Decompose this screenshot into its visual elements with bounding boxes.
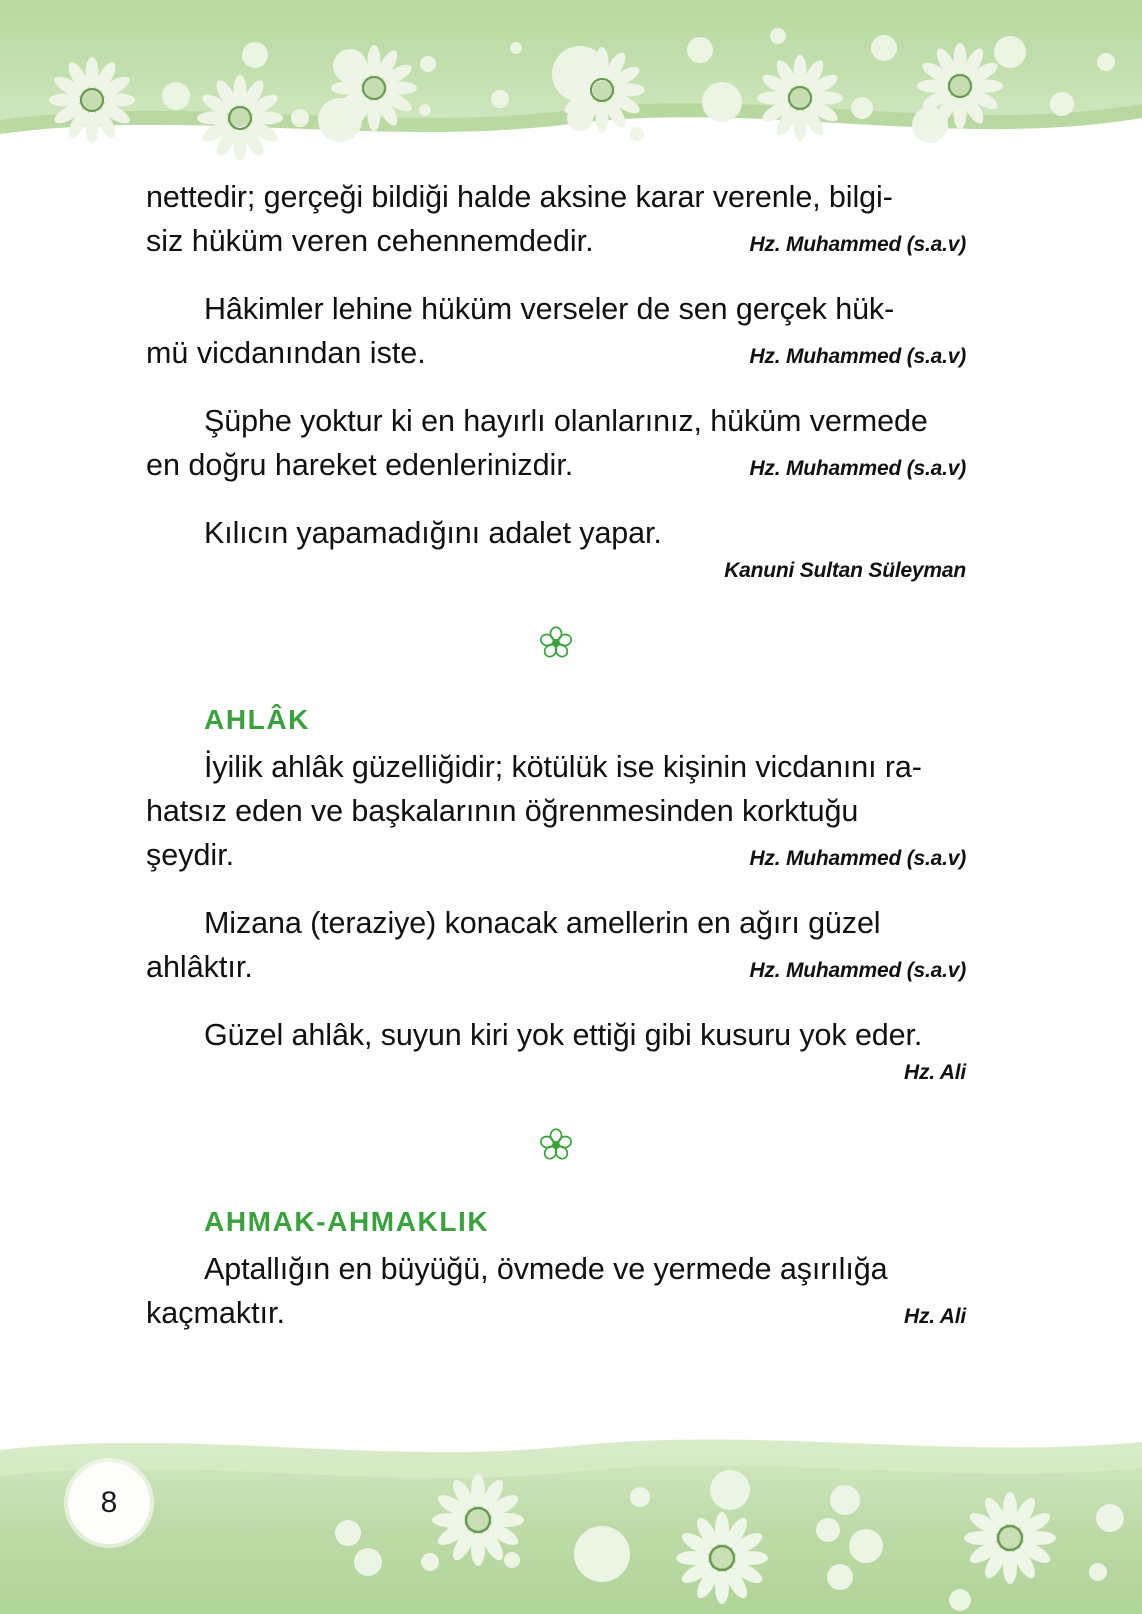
quote-block	[146, 288, 966, 374]
quote-attribution: Kanuni Sultan Süleyman	[724, 559, 966, 582]
quote-line: İyilik ahlâk güzelliğidir; kötülük ise kişinin vicdanını ra-	[204, 750, 922, 784]
five-petal-flower-icon	[539, 626, 573, 660]
quote-block	[146, 512, 966, 584]
quote-last-line-row	[146, 444, 966, 486]
quote-attribution: Hz. Muhammed (s.a.v)	[749, 847, 966, 870]
quote-attribution: Hz. Muhammed (s.a.v)	[749, 345, 966, 368]
page-content	[146, 176, 966, 1360]
quote-attribution: Hz. Muhammed (s.a.v)	[749, 233, 966, 256]
quote-attribution: Hz. Muhammed (s.a.v)	[749, 959, 966, 982]
page-number: 8	[68, 1462, 150, 1544]
quote-last-line-row	[146, 332, 966, 374]
section-heading-ahlak: AHLÂK	[204, 704, 310, 735]
header-decoration-band	[0, 0, 1142, 170]
quote-line: Kılıcın yapamadığını adalet yapar.	[204, 516, 662, 550]
quote-attribution: Hz. Muhammed (s.a.v)	[749, 457, 966, 480]
quote-block	[146, 400, 966, 486]
quote-last-line-row	[146, 834, 966, 876]
section-divider	[146, 1128, 966, 1162]
quote-line: mü vicdanından iste.	[146, 336, 426, 370]
quote-line: Güzel ahlâk, suyun kiri yok ettiği gibi kusuru yok eder.	[204, 1018, 923, 1052]
footer-decoration-band	[0, 1400, 1142, 1614]
quote-block	[146, 746, 966, 876]
quote-line: Şüphe yoktur ki en hayırlı olanlarınız, hüküm vermede	[204, 404, 928, 438]
quote-attribution: Hz. Ali	[904, 1061, 966, 1084]
section-divider	[146, 626, 966, 660]
quote-line: nettedir; gerçeği bildiği halde aksine karar verenle, bilgi-	[146, 180, 893, 214]
quote-line: Mizana (teraziye) konacak amellerin en ağırı güzel	[204, 906, 881, 940]
quote-block	[146, 176, 966, 262]
quote-line	[146, 288, 966, 330]
quote-block	[146, 902, 966, 988]
quote-line: ahlâktır.	[146, 950, 253, 984]
quote-block	[146, 1248, 966, 1334]
quote-line: Aptallığın en büyüğü, övmede ve yermede aşırılığa	[204, 1252, 888, 1286]
quote-last-line-row	[146, 1292, 966, 1334]
quote-line: şeydir.	[146, 838, 235, 872]
quote-line: hatsız eden ve başkalarının öğrenmesinden korktuğu	[146, 794, 859, 828]
quote-line: siz hüküm veren cehennemdedir.	[146, 224, 594, 258]
quote-line: kaçmaktır.	[146, 1296, 285, 1330]
five-petal-flower-icon	[539, 1128, 573, 1162]
quote-last-line-row	[146, 946, 966, 988]
quote-line: en doğru hareket edenlerinizdir.	[146, 448, 574, 482]
quote-last-line-row	[146, 220, 966, 262]
quote-block	[146, 1014, 966, 1086]
quote-line-text: Hâkimler lehine hüküm verseler de sen gerçek hük-	[204, 292, 895, 326]
section-heading-ahmak-ahmaklik: AHMAK-AHMAKLIK	[204, 1206, 490, 1237]
quote-attribution: Hz. Ali	[904, 1305, 966, 1328]
